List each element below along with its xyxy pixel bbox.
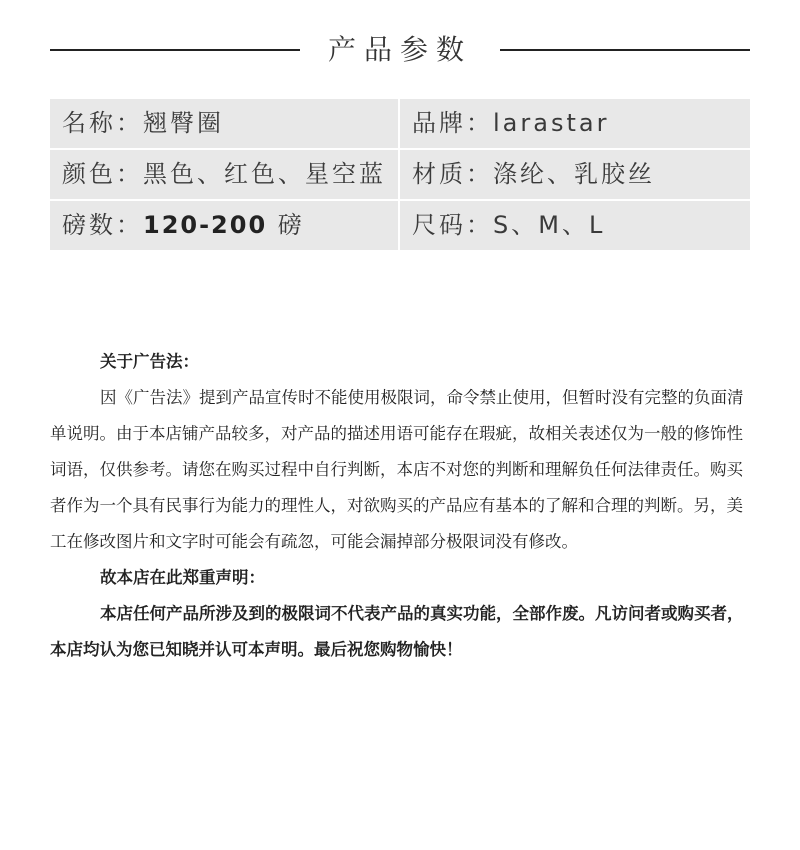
declaration-text: 本店任何产品所涉及到的极限词不代表产品的真实功能，全部作废。凡访问者或购买者，本店均认为您已知晓并认可本声明。最后祝您购物愉快！ — [50, 604, 744, 659]
param-value: 黑色、红色、星空蓝 — [143, 160, 386, 188]
notice-body: 因《广告法》提到产品宣传时不能使用极限词，命令禁止使用，但暂时没有完整的负面清单说明。由于本店铺产品较多，对产品的描述用语可能存在瑕疵，故相关表述仅为一般的修饰性词语，仅供参考。请您在购买过程中自行判断，本店不对您的判断和理解负任何法律责任。购买者作为一个具有民事行为能力的理性人，对欲购买的产品应有基本的了解和合理的判断。另，美工在修改图片和文字时可能会有疏忽，可能会漏掉部分极限词没有修改。 — [50, 388, 744, 551]
section-title — [0, 28, 800, 72]
param-name — [50, 99, 398, 148]
param-label: 名称： — [62, 109, 143, 137]
params-row — [50, 201, 750, 250]
params-row — [50, 150, 750, 199]
param-label: 颜色： — [62, 160, 143, 188]
ad-law-notice — [50, 344, 750, 668]
param-value-suffix: 磅 — [267, 211, 305, 239]
param-weight — [50, 201, 398, 250]
param-value: 涤纶、乳胶丝 — [493, 160, 655, 188]
param-label: 材质： — [412, 160, 493, 188]
param-value-bold: 120-200 — [143, 211, 268, 239]
param-brand — [400, 99, 750, 148]
param-label: 品牌： — [412, 109, 493, 137]
param-material — [400, 150, 750, 199]
declaration-heading: 故本店在此郑重声明： — [100, 568, 265, 587]
param-value: larastar — [493, 109, 610, 137]
param-value: S、M、L — [493, 211, 606, 239]
title-divider-right — [500, 49, 750, 51]
page-title: 产品参数 — [327, 33, 472, 66]
param-color — [50, 150, 398, 199]
param-label: 尺码： — [412, 211, 493, 239]
param-label: 磅数： — [62, 211, 143, 239]
param-value: 翘臀圈 — [143, 109, 224, 137]
notice-heading: 关于广告法： — [100, 352, 199, 371]
title-divider-left — [50, 49, 300, 51]
param-size — [400, 201, 750, 250]
product-params-table — [50, 99, 750, 252]
params-row — [50, 99, 750, 148]
